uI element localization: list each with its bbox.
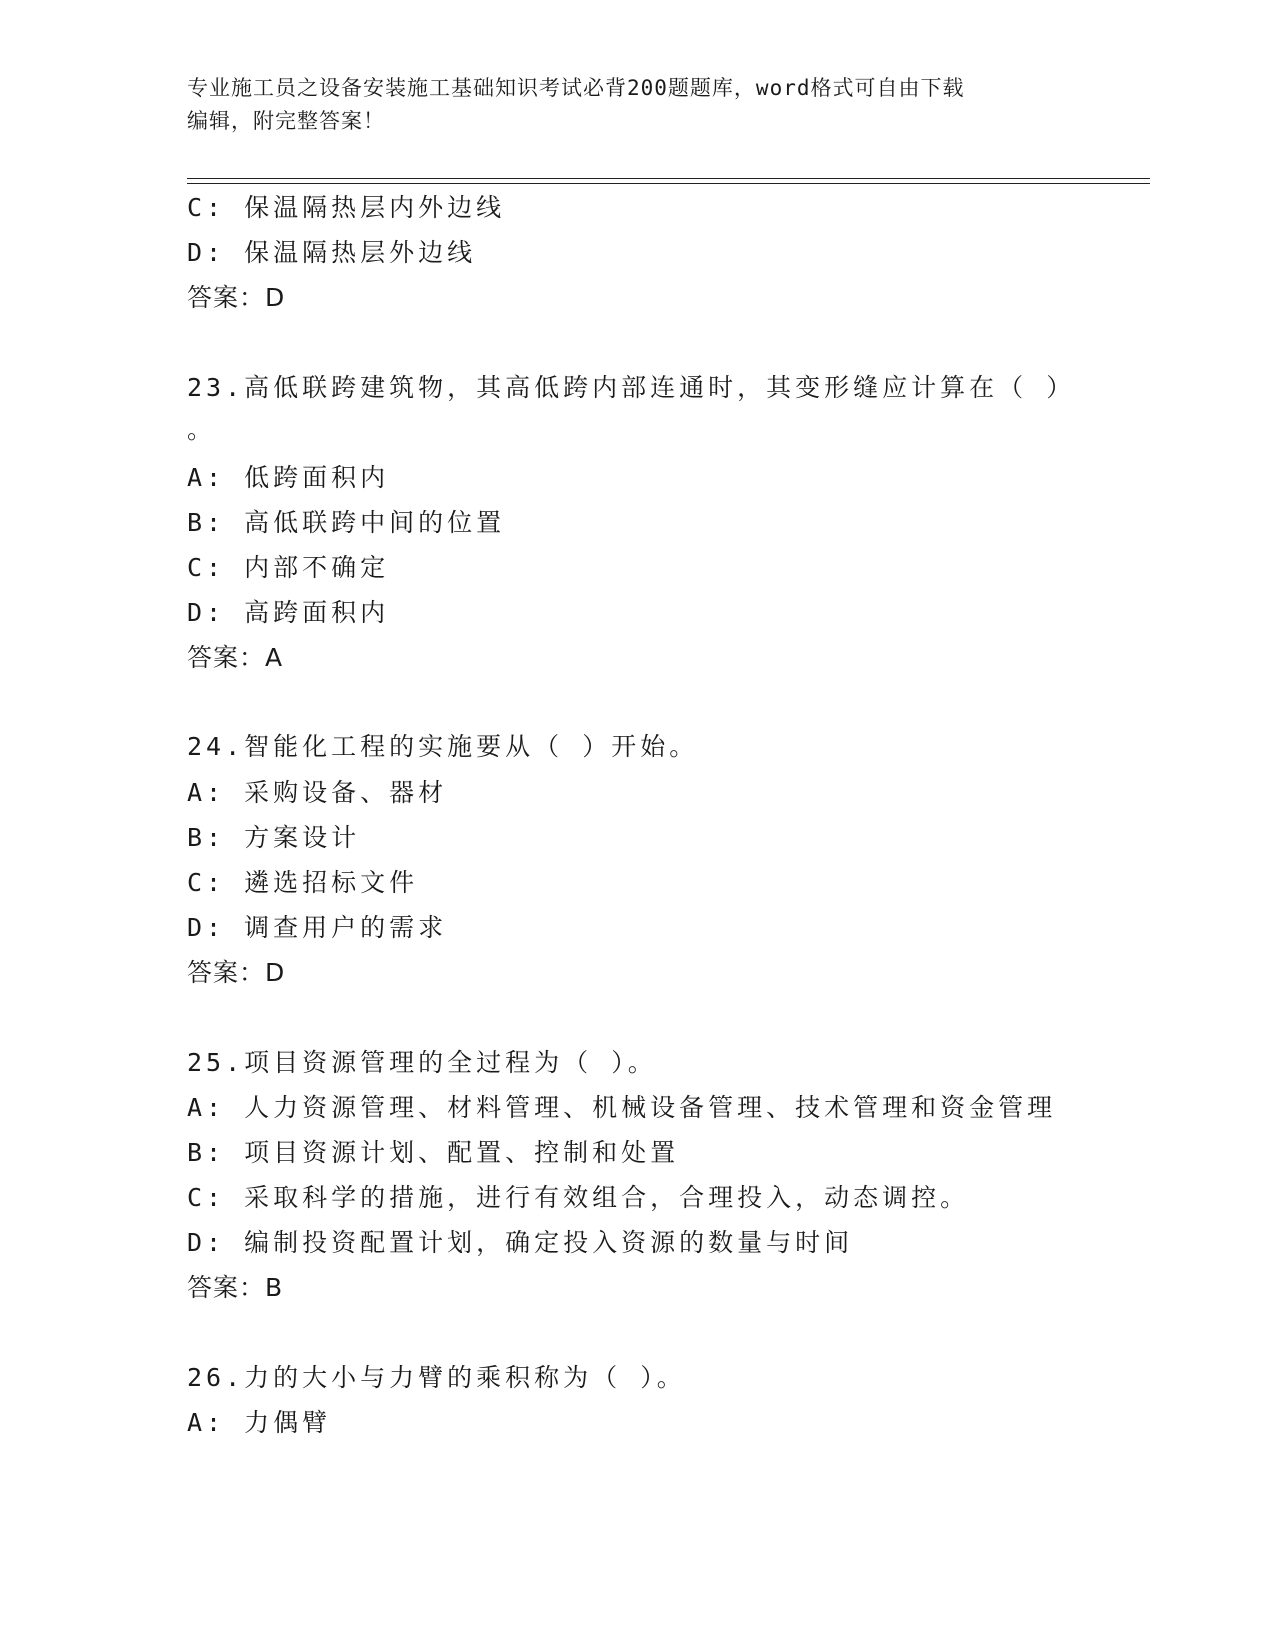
q24-option-c: C: 遴选招标文件	[187, 868, 419, 897]
q26-option-a: A: 力偶臂	[187, 1408, 332, 1437]
q24-option-d: D: 调查用户的需求	[187, 913, 448, 942]
header-divider-bottom	[187, 183, 1150, 184]
q22-option-d: D: 保温隔热层外边线	[187, 238, 477, 267]
q23-option-c: C: 内部不确定	[187, 553, 390, 582]
q25-option-d: D: 编制投资配置计划，确定投入资源的数量与时间	[187, 1228, 854, 1257]
q25-answer: 答案：B	[187, 1273, 284, 1302]
header-title-line-1: 专业施工员之设备安装施工基础知识考试必背200题题库，word格式可自由下载	[187, 76, 965, 100]
header-divider-top	[187, 178, 1150, 179]
q22-answer: 答案：D	[187, 283, 286, 312]
header-title-line-2: 编辑，附完整答案！	[187, 109, 385, 133]
q22-option-c: C: 保温隔热层内外边线	[187, 193, 506, 222]
q25-option-c: C: 采取科学的措施，进行有效组合，合理投入，动态调控。	[187, 1183, 970, 1212]
q26-stem: 26.力的大小与力臂的乘积称为（ ）。	[187, 1363, 686, 1392]
q23-answer: 答案：A	[187, 643, 284, 672]
q24-option-b: B: 方案设计	[187, 823, 361, 852]
q23-option-b: B: 高低联跨中间的位置	[187, 508, 506, 537]
q25-option-b: B: 项目资源计划、配置、控制和处置	[187, 1138, 680, 1167]
document-header	[187, 72, 1067, 138]
q24-answer: 答案：D	[187, 958, 286, 987]
q23-option-d: D: 高跨面积内	[187, 598, 390, 627]
q23-stem-continuation: 。	[187, 415, 217, 444]
q25-stem: 25.项目资源管理的全过程为（ ）。	[187, 1048, 657, 1077]
q23-stem: 23.高低联跨建筑物，其高低跨内部连通时，其变形缝应计算在（ ）	[187, 373, 1076, 402]
q25-option-a: A: 人力资源管理、材料管理、机械设备管理、技术管理和资金管理	[187, 1093, 1057, 1122]
q23-option-a: A: 低跨面积内	[187, 463, 390, 492]
q24-stem: 24.智能化工程的实施要从（ ）开始。	[187, 732, 699, 761]
q24-option-a: A: 采购设备、器材	[187, 778, 448, 807]
